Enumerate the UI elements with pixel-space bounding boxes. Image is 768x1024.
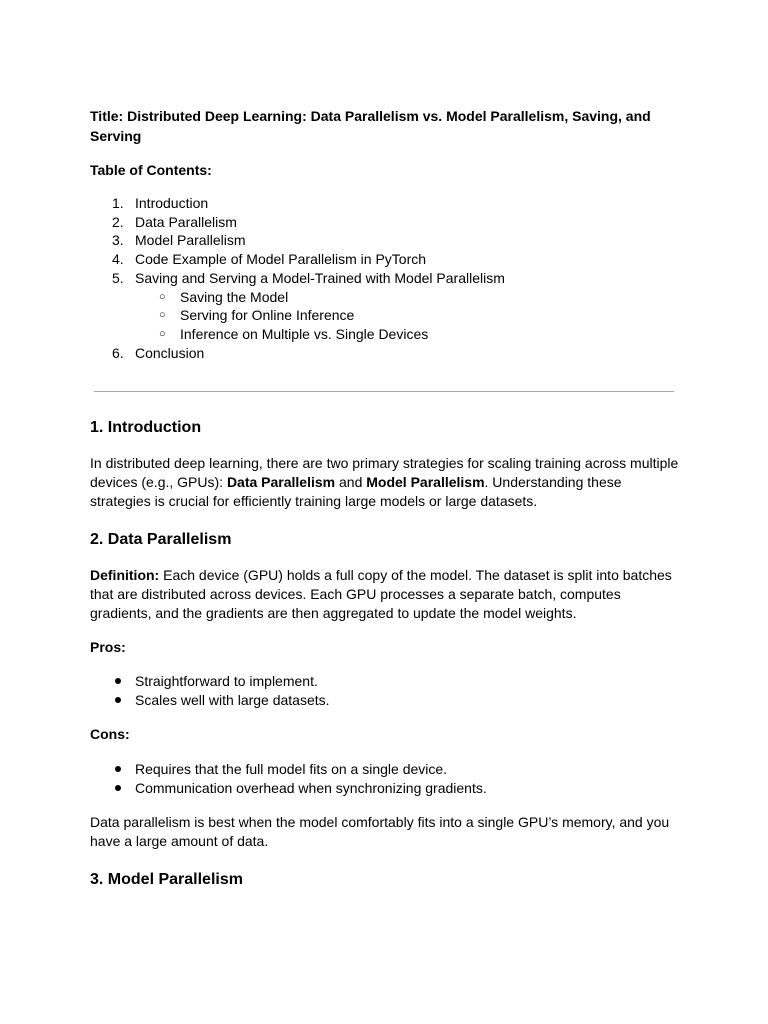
bullet-dot-icon	[115, 785, 121, 791]
list-item-text: Communication overhead when synchronizing gradients.	[135, 780, 487, 796]
toc-item-number: 2.	[112, 213, 124, 230]
list-item	[90, 760, 680, 779]
definition-label: Definition:	[90, 567, 160, 583]
circle-bullet-icon: ○	[159, 290, 166, 303]
intro-bold-term: Model Parallelism	[366, 474, 485, 490]
table-of-contents	[90, 194, 680, 362]
toc-item-introduction	[90, 194, 680, 213]
toc-subitem-label: Saving the Model	[180, 288, 289, 305]
intro-bold-term: Data Parallelism	[226, 474, 336, 490]
toc-subitem-online-inference	[135, 306, 680, 325]
list-item	[90, 672, 680, 691]
toc-item-number: 4.	[112, 251, 124, 268]
toc-item-code-example	[90, 250, 680, 269]
intro-text: In distributed deep learning, there are two primary strategies for scaling training across multiple devices (e.g., GPUs):	[90, 455, 679, 490]
section-heading: 1. Introduction	[90, 419, 202, 436]
toc-item-label: Saving and Serving a Model-Trained with Model Parallelism	[135, 269, 505, 286]
pros-label	[90, 638, 680, 657]
toc-item-data-parallelism	[90, 213, 680, 232]
toc-subitems	[135, 288, 680, 344]
list-item-text: Straightforward to implement.	[135, 673, 318, 689]
intro-text: . Understanding these strategies is crucial for efficiently training large models or large datasets.	[90, 474, 622, 509]
toc-item-label: Model Parallelism	[135, 232, 246, 249]
bullet-dot-icon	[115, 678, 121, 684]
toc-subitem-label: Inference on Multiple vs. Single Devices	[180, 325, 429, 342]
section-heading: 2. Data Parallelism	[90, 531, 232, 548]
cons-label	[90, 725, 680, 744]
cons-list	[90, 760, 680, 798]
intro-paragraph	[90, 454, 680, 511]
toc-item-label: Code Example of Model Parallelism in PyTorch	[135, 251, 427, 268]
intro-text: and	[335, 474, 367, 490]
section-data-parallelism	[90, 529, 680, 851]
cons-label-text: Cons:	[90, 726, 130, 742]
summary-paragraph: Data parallelism is best when the model comfortably fits into a single GPU’s memory, and you have a large amount of data.	[90, 814, 670, 849]
list-item	[90, 779, 680, 798]
toc-item-number: 1.	[112, 195, 124, 211]
section-introduction	[90, 417, 680, 511]
toc-item-model-parallelism	[90, 231, 680, 250]
list-item	[90, 691, 680, 710]
toc-subitem-multi-vs-single	[135, 325, 680, 344]
list-item-text: Scales well with large datasets.	[135, 692, 330, 708]
document-page	[90, 106, 680, 888]
toc-item-saving-serving	[90, 269, 680, 344]
circle-bullet-icon: ○	[159, 327, 166, 340]
pros-label-text: Pros:	[90, 639, 126, 655]
toc-item-number: 3.	[112, 232, 124, 249]
circle-bullet-icon: ○	[159, 309, 166, 322]
toc-item-number: 5.	[112, 269, 124, 286]
toc-subitem-label: Serving for Online Inference	[180, 307, 355, 324]
definition-paragraph	[90, 566, 680, 623]
toc-item-conclusion	[90, 344, 680, 363]
section-model-parallelism	[90, 869, 680, 891]
toc-item-label: Introduction	[135, 195, 209, 211]
pros-list	[90, 672, 680, 710]
bullet-dot-icon	[115, 697, 121, 703]
section-heading: 3. Model Parallelism	[90, 871, 243, 888]
toc-heading: Table of Contents:	[90, 162, 212, 178]
document-title: Title: Distributed Deep Learning: Data Parallelism vs. Model Parallelism, Saving, and Serving	[90, 108, 651, 144]
definition-text: Each device (GPU) holds a full copy of the model. The dataset is split into batches that are distributed across devices. Each GPU processes a separate batch, computes gradients, and the gradients are then aggregated to update the model weights.	[90, 567, 672, 621]
toc-item-label: Conclusion	[135, 344, 205, 361]
list-item-text: Requires that the full model fits on a single device.	[135, 761, 448, 777]
bullet-dot-icon	[115, 766, 121, 772]
toc-subitem-saving-model	[135, 288, 680, 307]
toc-item-label: Data Parallelism	[135, 213, 237, 230]
horizontal-divider	[94, 391, 674, 392]
toc-item-number: 6.	[112, 344, 124, 361]
